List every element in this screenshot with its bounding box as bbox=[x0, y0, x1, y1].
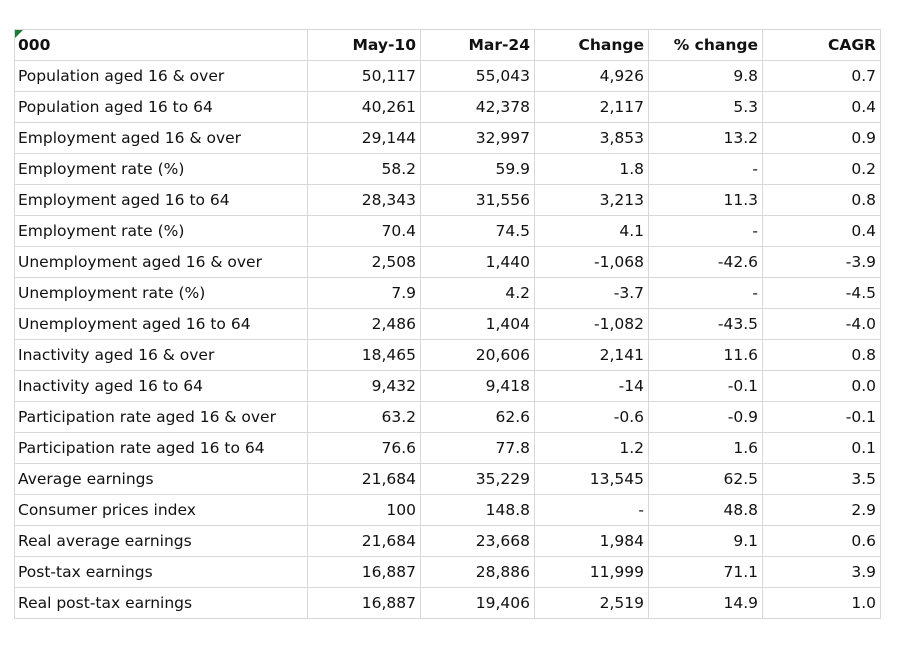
cell-pct-change[interactable]: -43.5 bbox=[649, 309, 763, 340]
table-row bbox=[15, 185, 881, 216]
cell-pct-change[interactable]: 71.1 bbox=[649, 557, 763, 588]
table-row bbox=[15, 371, 881, 402]
table-row bbox=[15, 557, 881, 588]
cell-mar-24[interactable]: 55,043 bbox=[421, 61, 535, 92]
cell-change[interactable]: 13,545 bbox=[535, 464, 649, 495]
cell-cagr[interactable]: 3.9 bbox=[763, 557, 881, 588]
cell-mar-24[interactable]: 42,378 bbox=[421, 92, 535, 123]
cell-cagr[interactable]: 0.4 bbox=[763, 92, 881, 123]
header-cell-may-10[interactable]: May-10 bbox=[308, 30, 421, 61]
cell-label[interactable]: Average earnings bbox=[15, 464, 308, 495]
table-row bbox=[15, 495, 881, 526]
cell-label[interactable]: Consumer prices index bbox=[15, 495, 308, 526]
cell-pct-change[interactable]: 48.8 bbox=[649, 495, 763, 526]
cell-may-10[interactable]: 7.9 bbox=[308, 278, 421, 309]
cell-change[interactable]: 2,141 bbox=[535, 340, 649, 371]
cell-pct-change[interactable]: 14.9 bbox=[649, 588, 763, 619]
cell-cagr[interactable]: -4.5 bbox=[763, 278, 881, 309]
cell-may-10[interactable]: 16,887 bbox=[308, 588, 421, 619]
cell-pct-change[interactable]: 11.6 bbox=[649, 340, 763, 371]
cell-mar-24[interactable]: 9,418 bbox=[421, 371, 535, 402]
cell-label[interactable]: Participation rate aged 16 to 64 bbox=[15, 433, 308, 464]
cell-pct-change[interactable]: -0.9 bbox=[649, 402, 763, 433]
cell-pct-change[interactable]: 9.8 bbox=[649, 61, 763, 92]
cell-label[interactable]: Real average earnings bbox=[15, 526, 308, 557]
table-row bbox=[15, 402, 881, 433]
cell-cagr[interactable]: 0.9 bbox=[763, 123, 881, 154]
cell-mar-24[interactable]: 1,404 bbox=[421, 309, 535, 340]
cell-change[interactable]: 3,213 bbox=[535, 185, 649, 216]
header-units-label: 000 bbox=[18, 36, 51, 54]
cell-mar-24[interactable]: 31,556 bbox=[421, 185, 535, 216]
cell-label[interactable]: Real post-tax earnings bbox=[15, 588, 308, 619]
cell-pct-change[interactable]: 5.3 bbox=[649, 92, 763, 123]
table-row bbox=[15, 309, 881, 340]
spreadsheet-range bbox=[14, 29, 880, 619]
cell-may-10[interactable]: 76.6 bbox=[308, 433, 421, 464]
cell-label[interactable]: Post-tax earnings bbox=[15, 557, 308, 588]
cell-may-10[interactable]: 70.4 bbox=[308, 216, 421, 247]
table-row bbox=[15, 464, 881, 495]
cell-cagr[interactable]: 3.5 bbox=[763, 464, 881, 495]
cell-mar-24[interactable]: 62.6 bbox=[421, 402, 535, 433]
table-row bbox=[15, 278, 881, 309]
cell-cagr[interactable]: 0.7 bbox=[763, 61, 881, 92]
table-row bbox=[15, 340, 881, 371]
table-row bbox=[15, 92, 881, 123]
cell-may-10[interactable]: 63.2 bbox=[308, 402, 421, 433]
cell-cagr[interactable]: 0.8 bbox=[763, 340, 881, 371]
cell-mar-24[interactable]: 32,997 bbox=[421, 123, 535, 154]
cell-mar-24[interactable]: 4.2 bbox=[421, 278, 535, 309]
header-cell-change[interactable]: Change bbox=[535, 30, 649, 61]
cell-pct-change[interactable]: - bbox=[649, 278, 763, 309]
cell-may-10[interactable]: 9,432 bbox=[308, 371, 421, 402]
cell-label[interactable]: Unemployment rate (%) bbox=[15, 278, 308, 309]
cell-change[interactable]: 2,117 bbox=[535, 92, 649, 123]
cell-change[interactable]: -0.6 bbox=[535, 402, 649, 433]
cell-label[interactable]: Inactivity aged 16 & over bbox=[15, 340, 308, 371]
cell-label[interactable]: Unemployment aged 16 & over bbox=[15, 247, 308, 278]
cell-mar-24[interactable]: 148.8 bbox=[421, 495, 535, 526]
data-table bbox=[14, 29, 881, 619]
cell-change[interactable]: 3,853 bbox=[535, 123, 649, 154]
cell-may-10[interactable]: 40,261 bbox=[308, 92, 421, 123]
cell-cagr[interactable]: 0.8 bbox=[763, 185, 881, 216]
cell-cagr[interactable]: 0.0 bbox=[763, 371, 881, 402]
cell-may-10[interactable]: 28,343 bbox=[308, 185, 421, 216]
cell-change[interactable]: -1,082 bbox=[535, 309, 649, 340]
cell-pct-change[interactable]: - bbox=[649, 216, 763, 247]
cell-may-10[interactable]: 100 bbox=[308, 495, 421, 526]
cell-may-10[interactable]: 21,684 bbox=[308, 464, 421, 495]
cell-change[interactable]: 4,926 bbox=[535, 61, 649, 92]
cell-mar-24[interactable]: 35,229 bbox=[421, 464, 535, 495]
cell-may-10[interactable]: 16,887 bbox=[308, 557, 421, 588]
header-cell-mar-24[interactable]: Mar-24 bbox=[421, 30, 535, 61]
cell-cagr[interactable]: 2.9 bbox=[763, 495, 881, 526]
header-cell-units[interactable] bbox=[15, 30, 308, 61]
header-row bbox=[15, 30, 881, 61]
cell-cagr[interactable]: -0.1 bbox=[763, 402, 881, 433]
cell-pct-change[interactable]: - bbox=[649, 154, 763, 185]
cell-cagr[interactable]: -4.0 bbox=[763, 309, 881, 340]
cell-mar-24[interactable]: 19,406 bbox=[421, 588, 535, 619]
cell-label[interactable]: Unemployment aged 16 to 64 bbox=[15, 309, 308, 340]
cell-pct-change[interactable]: 9.1 bbox=[649, 526, 763, 557]
header-cell-pct-change[interactable]: % change bbox=[649, 30, 763, 61]
cell-cagr[interactable]: -3.9 bbox=[763, 247, 881, 278]
cell-may-10[interactable]: 2,486 bbox=[308, 309, 421, 340]
cell-cagr[interactable]: 0.1 bbox=[763, 433, 881, 464]
table-row bbox=[15, 154, 881, 185]
cell-change[interactable]: -1,068 bbox=[535, 247, 649, 278]
cell-mar-24[interactable]: 20,606 bbox=[421, 340, 535, 371]
table-row bbox=[15, 526, 881, 557]
cell-change[interactable]: -3.7 bbox=[535, 278, 649, 309]
cell-change[interactable]: 1.8 bbox=[535, 154, 649, 185]
table-row bbox=[15, 216, 881, 247]
cell-change[interactable]: 2,519 bbox=[535, 588, 649, 619]
cell-mar-24[interactable]: 74.5 bbox=[421, 216, 535, 247]
cell-label[interactable]: Employment aged 16 to 64 bbox=[15, 185, 308, 216]
cell-may-10[interactable]: 18,465 bbox=[308, 340, 421, 371]
cell-pct-change[interactable]: 1.6 bbox=[649, 433, 763, 464]
cell-pct-change[interactable]: 11.3 bbox=[649, 185, 763, 216]
cell-may-10[interactable]: 21,684 bbox=[308, 526, 421, 557]
cell-label[interactable]: Participation rate aged 16 & over bbox=[15, 402, 308, 433]
cell-label[interactable]: Inactivity aged 16 to 64 bbox=[15, 371, 308, 402]
cell-cagr[interactable]: 1.0 bbox=[763, 588, 881, 619]
cell-change[interactable]: 1,984 bbox=[535, 526, 649, 557]
cell-change[interactable]: -14 bbox=[535, 371, 649, 402]
cell-cagr[interactable]: 0.4 bbox=[763, 216, 881, 247]
cell-indicator-icon bbox=[15, 30, 23, 38]
cell-change[interactable]: 11,999 bbox=[535, 557, 649, 588]
cell-mar-24[interactable]: 1,440 bbox=[421, 247, 535, 278]
cell-change[interactable]: 1.2 bbox=[535, 433, 649, 464]
cell-label[interactable]: Employment aged 16 & over bbox=[15, 123, 308, 154]
cell-change[interactable]: - bbox=[535, 495, 649, 526]
cell-pct-change[interactable]: -42.6 bbox=[649, 247, 763, 278]
cell-label[interactable]: Employment rate (%) bbox=[15, 154, 308, 185]
cell-may-10[interactable]: 50,117 bbox=[308, 61, 421, 92]
table-row bbox=[15, 123, 881, 154]
header-cell-cagr[interactable]: CAGR bbox=[763, 30, 881, 61]
table-row bbox=[15, 247, 881, 278]
table-row bbox=[15, 433, 881, 464]
cell-mar-24[interactable]: 28,886 bbox=[421, 557, 535, 588]
cell-mar-24[interactable]: 77.8 bbox=[421, 433, 535, 464]
cell-pct-change[interactable]: 62.5 bbox=[649, 464, 763, 495]
cell-may-10[interactable]: 29,144 bbox=[308, 123, 421, 154]
cell-label[interactable]: Population aged 16 to 64 bbox=[15, 92, 308, 123]
cell-label[interactable]: Employment rate (%) bbox=[15, 216, 308, 247]
table-body bbox=[15, 30, 881, 619]
table-row bbox=[15, 588, 881, 619]
cell-may-10[interactable]: 2,508 bbox=[308, 247, 421, 278]
table-row bbox=[15, 61, 881, 92]
cell-label[interactable]: Population aged 16 & over bbox=[15, 61, 308, 92]
cell-may-10[interactable]: 58.2 bbox=[308, 154, 421, 185]
cell-pct-change[interactable]: 13.2 bbox=[649, 123, 763, 154]
cell-cagr[interactable]: 0.2 bbox=[763, 154, 881, 185]
cell-change[interactable]: 4.1 bbox=[535, 216, 649, 247]
cell-mar-24[interactable]: 23,668 bbox=[421, 526, 535, 557]
cell-pct-change[interactable]: -0.1 bbox=[649, 371, 763, 402]
cell-cagr[interactable]: 0.6 bbox=[763, 526, 881, 557]
cell-mar-24[interactable]: 59.9 bbox=[421, 154, 535, 185]
